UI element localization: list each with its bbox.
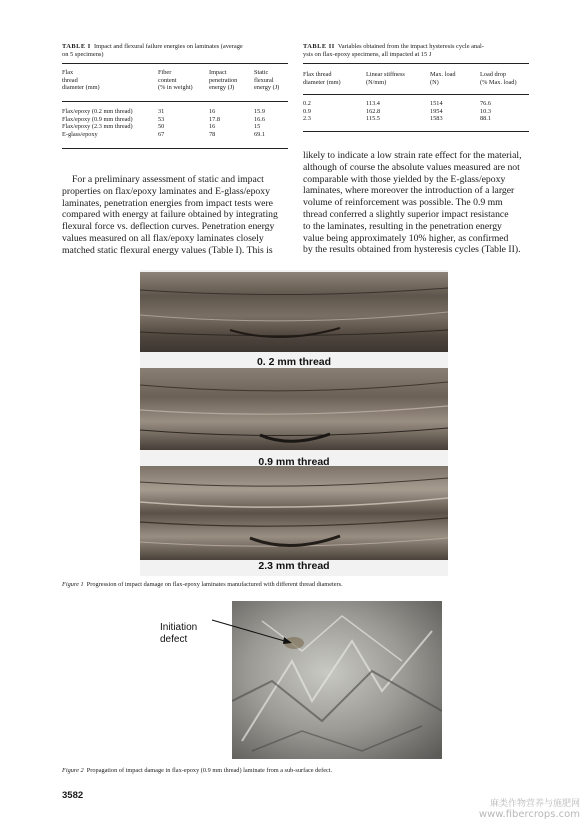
text-line: although of course the absolute values measured are not <box>303 161 520 173</box>
text-line: laminates, penetration energies from impact tests were <box>62 197 273 209</box>
table2-caption-line2: ysis on flax-epoxy specimens, all impacted at 15 J <box>303 51 432 58</box>
table2-header-rule <box>303 94 529 95</box>
table-row: E-glass/epoxy 67 78 69.1 <box>62 130 266 138</box>
body-paragraph-left <box>62 174 288 257</box>
table2-header-cell: Linear stiffness (N/mm) <box>366 71 405 86</box>
text-line: comparable with those yielded by the E-glass/epoxy <box>303 173 506 185</box>
figure1-laminate-image <box>140 270 448 576</box>
figure1-label-2.3mm: 2.3 mm thread <box>258 560 330 572</box>
table1 <box>62 69 290 92</box>
table1-header-cell: Static flexural energy (J) <box>254 69 280 92</box>
table-row: 2.3 115.5 1583 88.1 <box>303 115 492 123</box>
figure1-caption-text: Progression of impact damage on flax-epoxy laminates manufactured with different thread diameters. <box>86 581 343 588</box>
table1-header-row <box>62 69 290 92</box>
table1-header-cell: Flax thread diameter (mm) <box>62 69 100 92</box>
figure2-caption-label: Figure 2 <box>62 767 84 774</box>
table-row: Flax/epoxy (0.2 mm thread) 31 16 15.9 <box>62 108 266 115</box>
table1-header-cell: Fiber content (% in weight) <box>158 69 193 92</box>
table1-caption-line1: Impact and flexural failure energies on laminates (average <box>93 43 243 50</box>
figure1-label-0.9mm: 0.9 mm thread <box>258 456 330 468</box>
figure2-caption-text: Propagation of impact damage in flax-epoxy (0.9 mm thread) laminate from a sub-surface defect. <box>86 767 333 774</box>
table2-header-cell: Flax thread diameter (mm) <box>303 71 341 86</box>
table1-header-cell: Impact penetration energy (J) <box>209 69 238 92</box>
text-line: by the results obtained from hysteresis cycles (Table II). <box>303 244 521 256</box>
watermark-line2: www.fibercrops.com <box>478 809 580 820</box>
figure1-caption <box>62 581 532 589</box>
watermark-line1: 麻类作物营养与施肥网 <box>489 799 580 809</box>
table2-top-rule <box>303 63 529 64</box>
table2 <box>303 71 531 86</box>
watermark <box>400 796 580 820</box>
figure1-label-0.2mm: 0. 2 mm thread <box>256 356 332 368</box>
figure2-annotation-line2: defect <box>160 634 188 645</box>
table2-header-cell: Max. load (N) <box>430 71 456 86</box>
table2-header-row <box>303 71 531 86</box>
table1-caption <box>62 43 290 59</box>
figure2-caption <box>62 767 532 775</box>
table-row: 0.2 113.4 1514 76.6 <box>303 100 492 107</box>
body-paragraph-right <box>303 150 530 256</box>
table-row: Flax/epoxy (2.3 mm thread) 50 16 15 <box>62 123 261 131</box>
table1-bottom-rule <box>62 148 288 149</box>
table2-label: TABLE II <box>303 43 335 50</box>
table1-caption-line2: on 5 specimens) <box>62 51 104 58</box>
text-line: to the laminates, resulting in the penetration energy <box>303 220 502 232</box>
page-number: 3582 <box>62 790 84 801</box>
figure2-annotation-line1: Initiation <box>160 622 198 633</box>
text-line: value being approximately 10% higher, as confirmed <box>303 232 509 244</box>
table-row: Flax/epoxy (0.9 mm thread) 53 17.8 16.6 <box>62 115 266 123</box>
table1-body <box>62 108 290 138</box>
table2-body <box>303 100 531 123</box>
table2-bottom-rule <box>303 131 529 132</box>
text-line: flexural force vs. deflection curves. Penetration energy <box>62 221 275 233</box>
figure2-annotation-arrow <box>200 612 300 652</box>
text-line: For a preliminary assessment of static and impact <box>72 174 264 185</box>
text-line: values measured on all flax/epoxy laminates closely <box>62 232 264 244</box>
text-line: compared with energy at failure obtained by integrating <box>62 209 278 221</box>
text-line: thread conferred a slightly superior impact resistance <box>303 208 509 220</box>
text-line: laminates, where moreover the introduction of a larger <box>303 185 515 197</box>
table2-header-cell: Load drop (% Max. load) <box>480 71 517 86</box>
table2-caption <box>303 43 531 59</box>
figure1-photo <box>140 270 448 576</box>
text-line: properties on flax/epoxy laminates and E-glass/epoxy <box>62 185 270 197</box>
table2-caption-line1: Variables obtained from the impact hysteresis cycle anal- <box>337 43 484 50</box>
table-row: 0.9 162.8 1954 10.3 <box>303 107 492 115</box>
text-line: matched static flexural energy values (Table I). This is <box>62 244 273 256</box>
text-line: likely to indicate a low strain rate effect for the material, <box>303 150 522 161</box>
figure1-caption-label: Figure 1 <box>62 581 84 588</box>
text-line: volume of reinforcement was possible. The 0.9 mm <box>303 197 503 209</box>
table1-header-rule <box>62 101 288 102</box>
table1-top-rule <box>62 63 288 64</box>
table1-label: TABLE I <box>62 43 91 50</box>
